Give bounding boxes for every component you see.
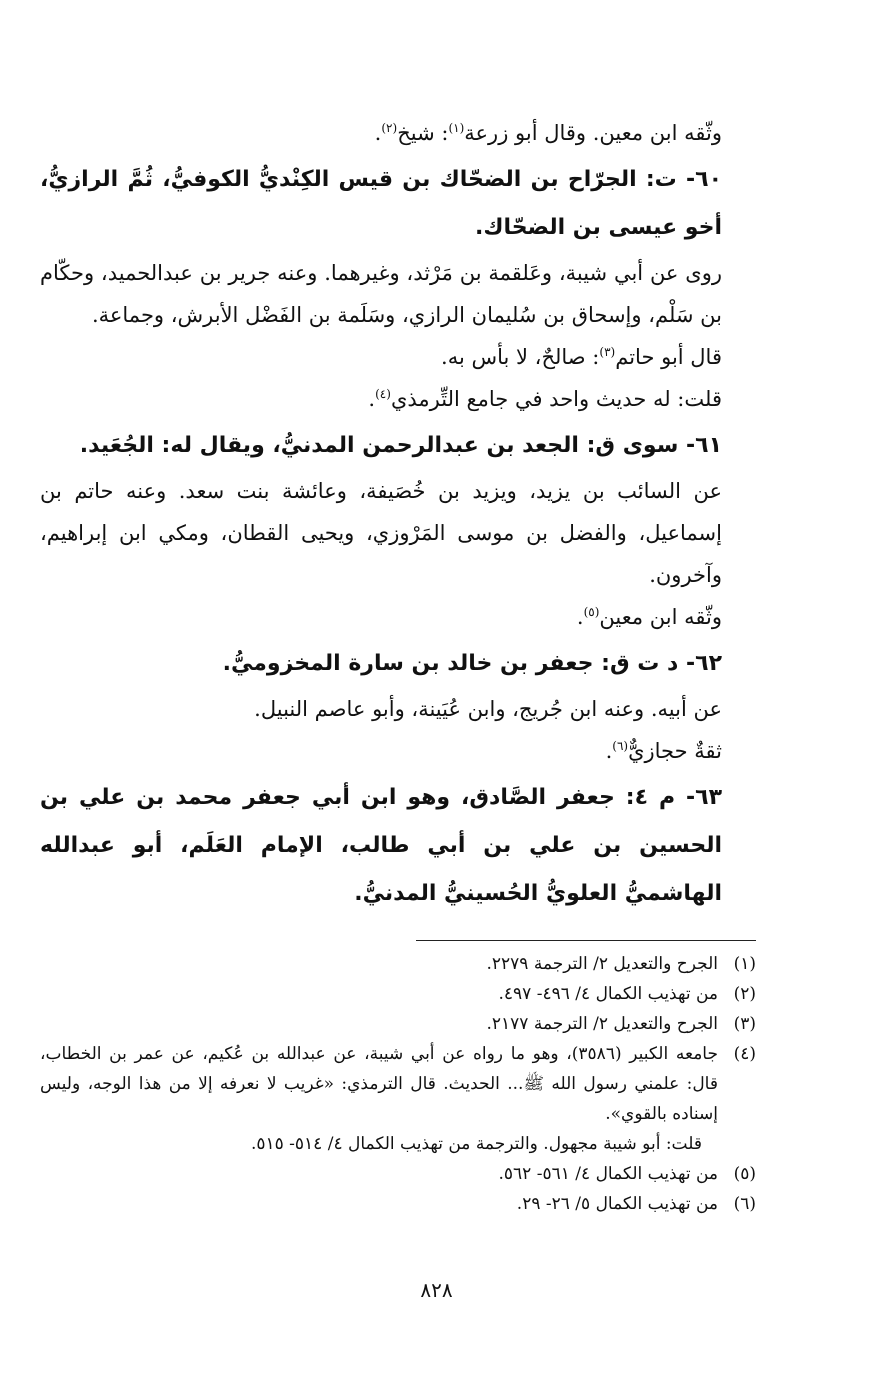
p60b-tail: : صالحٌ، لا بأس به. — [441, 345, 600, 369]
p61b-text: وثّقه ابن معين — [599, 605, 722, 629]
footnote-ref-3[interactable]: (٣) — [599, 345, 616, 359]
footnote-text: الجرح والتعديل ٢/ الترجمة ٢١٧٧. — [486, 1014, 718, 1034]
entry-60-narrators: روى عن أبي شيبة، وعَلقمة بن مَرْثد، وغيرهما. وعنه جرير بن عبدالحميد، وحكّام بن سَلْم، وإسحاق بن سُليمان الرازي، وسَلَمة بن الفَضْل الأبرش، وجماعة. — [40, 261, 722, 327]
footnotes — [40, 949, 756, 1219]
page-content — [40, 112, 756, 1219]
footnote-text: جامعه الكبير (٣٥٨٦)، وهو ما رواه عن أبي شيبة، عن عبدالله بن عُكيم، عن عمر بن الخطاب، قال: علمني رسول الله ﷺ... الحديث. قال الترمذي: «غريب لا نعرفه إلا من هذا الوجه، وليس إسناده بالقوي». — [40, 1044, 718, 1124]
footnote-number: (١) — [733, 954, 756, 974]
entry-heading-62: ٦٢- د ت ق: جعفر بن خالد بن سارة المخزوميُّ. — [222, 651, 722, 676]
footnote-text: من تهذيب الكمال ٤/ ٤٩٦- ٤٩٧. — [498, 984, 718, 1004]
footnote-ref-4[interactable]: (٤) — [375, 387, 391, 401]
footnote-ref-5[interactable]: (٥) — [583, 605, 600, 619]
footnote-number: (٤) — [733, 1044, 756, 1064]
footnote-1 — [40, 949, 756, 979]
p1-end: . — [374, 121, 382, 145]
footnote-divider — [416, 940, 756, 941]
entry-heading-60: ٦٠- ت: الجرّاح بن الضحّاك بن قيس الكِنْديُّ الكوفيُّ، ثُمَّ الرازيُّ، أخو عيسى بن الضحّاك. — [40, 167, 722, 240]
footnote-5 — [40, 1159, 756, 1189]
footnote-4-continuation: قلت: أبو شيبة مجهول. والترجمة من تهذيب الكمال ٤/ ٥١٤- ٥١٥. — [250, 1134, 702, 1154]
footnote-text: من تهذيب الكمال ٤/ ٥٦١- ٥٦٢. — [498, 1164, 718, 1184]
footnote-ref-1[interactable]: (١) — [448, 121, 465, 135]
footnote-number: (٢) — [733, 984, 756, 1004]
entry-heading-63: ٦٣- م ٤: جعفر الصَّادق، وهو ابن أبي جعفر محمد بن علي بن الحسين بن علي بن أبي طالب، الإمام العَلَم، أبو عبدالله الهاشميُّ العلويُّ الحُسينيُّ المدنيُّ. — [40, 785, 722, 906]
p60c-text: قلت: له حديث واحد في جامع التِّرمذي — [390, 387, 722, 411]
p60c-end: . — [368, 387, 376, 411]
p61b-end: . — [576, 605, 584, 629]
entry-61-grading — [40, 596, 756, 638]
p1-tail: : شيخ — [397, 121, 449, 145]
page-number: ٨٢٨ — [420, 1278, 453, 1302]
footnote-text: الجرح والتعديل ٢/ الترجمة ٢٢٧٩. — [486, 954, 718, 974]
footnote-2 — [40, 979, 756, 1009]
p62b-end: . — [605, 739, 613, 763]
p1-text: وثّقه ابن معين. وقال أبو زرعة — [464, 121, 722, 145]
entry-62-narrators: عن أبيه. وعنه ابن جُريج، وابن عُيَينة، وأبو عاصم النبيل. — [254, 697, 722, 721]
footnote-text: من تهذيب الكمال ٥/ ٢٦- ٢٩. — [516, 1194, 718, 1214]
entry-62-grading — [40, 730, 756, 772]
footnote-6 — [40, 1189, 756, 1219]
p62b-text: ثقةٌ حجازيٌّ — [628, 739, 722, 763]
entry-heading-61: ٦١- سوى ق: الجعد بن عبدالرحمن المدنيُّ، ويقال له: الجُعَيد. — [79, 433, 722, 458]
footnote-number: (٦) — [733, 1194, 756, 1214]
footnote-ref-2[interactable]: (٢) — [381, 121, 398, 135]
paragraph-p1 — [40, 112, 756, 154]
entry-61-narrators: عن السائب بن يزيد، ويزيد بن خُصَيفة، وعائشة بنت سعد. وعنه حاتم بن إسماعيل، والفضل بن موسى المَرْوزي، ويحيى القطان، ومكي ابن إبراهيم، وآخرون. — [40, 479, 722, 587]
footnote-4 — [40, 1039, 756, 1129]
entry-60-note — [40, 378, 756, 420]
footnote-3 — [40, 1009, 756, 1039]
p60b-text: قال أبو حاتم — [615, 345, 722, 369]
entry-60-abu-hatim — [40, 336, 756, 378]
footnote-number: (٣) — [733, 1014, 756, 1034]
footnote-ref-6[interactable]: (٦) — [612, 739, 629, 753]
footnote-number: (٥) — [733, 1164, 756, 1184]
